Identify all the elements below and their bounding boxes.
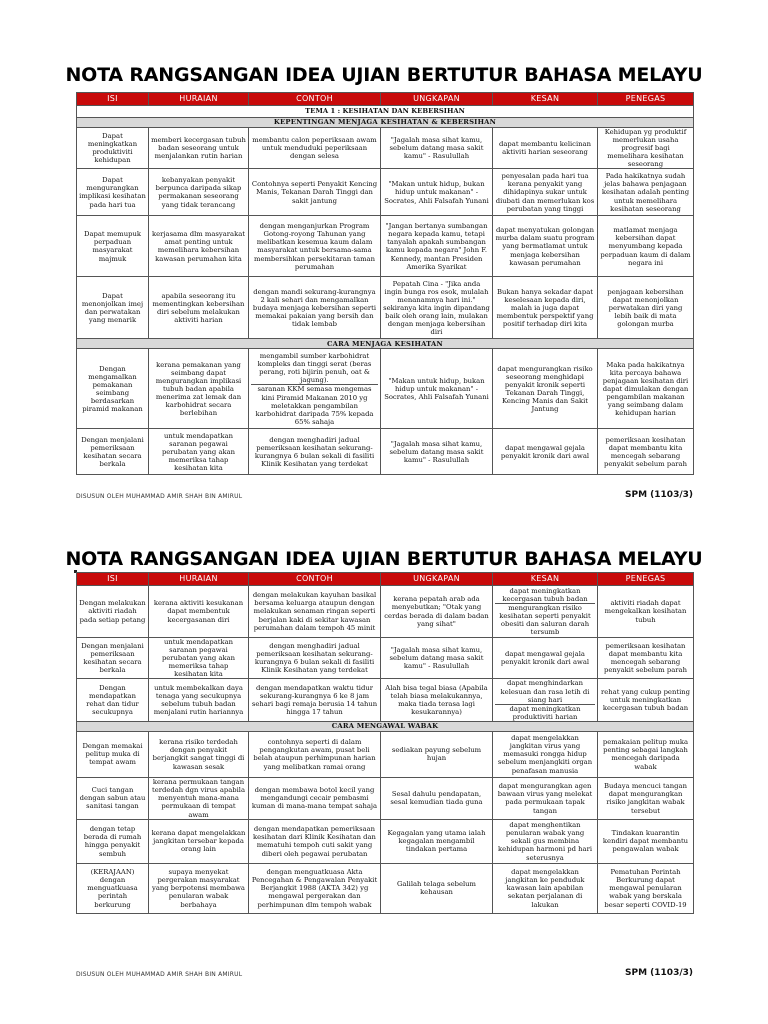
header-penegas: PENEGAS (598, 573, 694, 586)
cell-ungkapan: kerana pepatah arab ada menyebutkan; "Otak yang cerdas berada di dalam badan yang sihat" (381, 586, 493, 638)
cell-penegas: Pematuhan Perintah Berkurung dapat mengawal penularan wabak yang berskala besar seperti COVID-19 (598, 863, 694, 913)
nota-table-1 (76, 92, 694, 475)
page-title: NOTA RANGSANGAN IDEA UJIAN BERTUTUR BAHASA MELAYU (65, 64, 703, 86)
table-header-row (77, 93, 694, 106)
cell-penegas: rehat yang cukup penting untuk meningkatkan kecergasan tubuh badan (598, 679, 694, 721)
cell-kesan: dapat membantu kelicinan aktiviti harian seseorang (493, 128, 598, 169)
cell-ungkapan: "Jagalah masa sihat kamu, sebelum datang masa sakit kamu" - Rasulullah (381, 128, 493, 169)
cell-huraian: untuk mendapatkan saranan pegawai perubatan yang akan memeriksa tahap kesihatan kita (149, 429, 249, 475)
cell-isi: dengan tetap berada di rumah hingga penyakit sembuh (77, 819, 149, 863)
header-ungkapan: UNGKAPAN (381, 93, 493, 106)
table-row (77, 638, 694, 679)
cell-isi: (KERAJAAN) dengan menguatkuasa perintah berkurung (77, 863, 149, 913)
cell-huraian: untuk membekalkan daya tenaga yang secukupnya sebelum tubuh badan menjalani rutin hariannya (149, 679, 249, 721)
cell-contoh: dengan melakukan kayuhan basikal bersama keluarga ataupun dengan melakukan senaman ringan seperti berjalan kaki di sekitar kawasan perumahan dalam tempoh 45 minit (249, 586, 381, 638)
cell-huraian: kerana permukaan tangan terdedah dgn virus apabila menyentuh mana-mana permukaan di tempat awam (149, 777, 249, 819)
header-kesan: KESAN (493, 93, 598, 106)
cell-penegas: penjagaan kebersihan dapat menonjolkan perwatakan diri yang lebih baik di mata golongan murba (598, 277, 694, 339)
document-page-2 (0, 512, 768, 1024)
table-row (77, 349, 694, 429)
cell-kesan: dapat mengawal gejala penyakit kronik dari awal (493, 429, 598, 475)
cell-ungkapan: Pepatah Cina - "Jika anda ingin bunga ros esok, mulalah menanamnya hari ini." sekiranya kita ingin dipandang baik oleh orang lain, mulakan dengan menjaga kebersihan diri (381, 277, 493, 339)
header-contoh: CONTOH (249, 573, 381, 586)
header-contoh: CONTOH (249, 93, 381, 106)
section-heading: KEPENTINGAN MENJAGA KESIHATAN & KEBERSIHAN (77, 118, 694, 128)
cell-penegas: aktiviti riadah dapat mengekalkan kesihatan tubuh (598, 586, 694, 638)
table-row (77, 216, 694, 277)
section-heading: CARA MENGAWAL WABAK (77, 721, 694, 731)
table-row (77, 586, 694, 638)
cell-contoh: dengan mendapatkan waktu tidur sekurang-kurangnya 6 ke 8 jam sehari bagi remaja berusia 14 tahun hingga 17 tahun (249, 679, 381, 721)
header-huraian: HURAIAN (149, 93, 249, 106)
cell-contoh: dengan membawa botol kecil yang mengandungi cecair pembasmi kuman di mana-mana tempat sahaja (249, 777, 381, 819)
cell-penegas: pemakaian pelitup muka penting sebagai langkah mencegah daripada wabak (598, 731, 694, 777)
contoh-part: saranan KKM semasa mengemas kini Piramid Makanan 2010 yg meletakkan pengambilan karbohidrat daripada 75% kepada 65% sahaja (251, 384, 378, 425)
cell-huraian: memberi kecergasan tubuh badan seseorang untuk menjalankan rutin harian (149, 128, 249, 169)
cell-ungkapan: sediakan payung sebelum hujan (381, 731, 493, 777)
cell-contoh (249, 349, 381, 429)
cell-huraian: kerana dapat mengelakkan jangkitan tersebar kepada orang lain (149, 819, 249, 863)
kesan-part: dapat meningkatkan kecergasan tubuh badan (502, 586, 588, 603)
kesan-part: dapat meningkatkan produktiviti harian (495, 704, 595, 721)
cell-isi: Dengan melakukan aktiviti riadah pada setiap petang (77, 586, 149, 638)
cell-kesan: dapat mengelakkan jangkitan virus yang memasuki rongga hidup sebelum menjangkiti organ penafasan manusia (493, 731, 598, 777)
cell-penegas: pemeriksaan kesihatan dapat membantu kita mencegah sebarang penyakit sebelum parah (598, 638, 694, 679)
cell-isi: Dengan mengamalkan pemakanan seimbang berdasarkan piramid makanan (77, 349, 149, 429)
table-row (77, 777, 694, 819)
cell-contoh: Contohnya seperti Penyakit Kencing Manis, Tekanan Darah Tinggi dan sakit jantung (249, 169, 381, 216)
page-title: NOTA RANGSANGAN IDEA UJIAN BERTUTUR BAHASA MELAYU (65, 548, 703, 570)
section-heading: CARA MENJAGA KESIHATAN (77, 339, 694, 349)
cell-ungkapan: "Makan untuk hidup, bukan hidup untuk makanan" - Socrates, Ahli Falsafah Yunani (381, 169, 493, 216)
kesan-part: dapat menghindarkan kelesuan dan rasa letih di siang hari (500, 679, 590, 704)
cell-kesan: dapat menghentikan penularan wabak yang sekali gus membina kehidupan harmoni pd hari seterusnya (493, 819, 598, 863)
cell-huraian: supaya menyekat pergerakan masyarakat yang berpotensi membawa penularan wabak berbahaya (149, 863, 249, 913)
cell-ungkapan: "Makan untuk hidup, bukan hidup untuk makanan" - Socrates, Ahli Falsafah Yunani (381, 349, 493, 429)
cell-ungkapan: Galilah telaga sebelum kehausan (381, 863, 493, 913)
contoh-part: mengambil sumber karbohidrat kompleks dan tinggi serat (beras perang, roti bijirin penuh, oat & jagung). (257, 352, 372, 385)
table-row (77, 128, 694, 169)
cell-huraian: kerjasama dlm masyarakat amat penting untuk memelihara kebersihan kawasan perumahan kita (149, 216, 249, 277)
cell-kesan: dapat mengurangkan risiko seseorang menghidapi penyakit kronik seperti Tekanan Darah Tinggi, Kencing Manis dan Sakit Jantung (493, 349, 598, 429)
cell-isi: Dapat meningkatkan produktiviti kehidupan (77, 128, 149, 169)
cell-huraian: kerana risiko terdedah dengan penyakit berjangkit sangat tinggi di kawasan sesak (149, 731, 249, 777)
cell-huraian: kebanyakan penyakit berpunca daripada sikap permakanan seseorang yang tidak terancang (149, 169, 249, 216)
table-row (77, 731, 694, 777)
cell-isi: Dengan memakai pelitup muka di tempat awam (77, 731, 149, 777)
header-huraian: HURAIAN (149, 573, 249, 586)
footer-author: DISUSUN OLEH MUHAMMAD AMIR SHAH BIN AMIRUL (76, 971, 243, 978)
footer-author: DISUSUN OLEH MUHAMMAD AMIR SHAH BIN AMIRUL (76, 493, 243, 500)
cell-penegas: Tindakan kuarantin kendiri dapat membantu pengawalan wabak (598, 819, 694, 863)
cell-ungkapan: "Jagalah masa sihat kamu, sebelum datang masa sakit kamu" - Rasulullah (381, 638, 493, 679)
cell-penegas: Pada hakikatnya sudah jelas bahawa penjagaan kesihatan adalah penting untuk memelihara kesihatan seseorang (598, 169, 694, 216)
table-row (77, 169, 694, 216)
cell-contoh: dengan menguatkuasa Akta Pencegahan & Pengawalan Penyakit Berjangkit 1988 (AKTA 342) yg mengawal pergerakan dan perhimpunan dlm tempoh wabak (249, 863, 381, 913)
header-isi: ISI (77, 573, 149, 586)
table-header-row (77, 573, 694, 586)
cell-contoh: dengan mandi sekurang-kurangnya 2 kali sehari dan mengamalkan budaya menjaga kebersihan seperti memakai pakaian yang bersih dan tidak lembab (249, 277, 381, 339)
cell-contoh: dengan menghadiri jadual pemeriksaan kesihatan sekurang-kurangnya 6 bulan sekali di fasiliti Klinik Kesihatan yang terdekat (249, 429, 381, 475)
cell-contoh: dengan mendapatkan pemeriksaan kesihatan dari Klinik Kesihatan dan mematuhi tempoh cuti sakit yang diberi oleh pegawai perubatan (249, 819, 381, 863)
cell-isi: Dapat memupuk perpaduan masyarakat majmuk (77, 216, 149, 277)
cell-penegas: Budaya mencuci tangan dapat mengurangkan risiko jangkitan wabak tersebut (598, 777, 694, 819)
cell-contoh: dengan menganjurkan Program Gotong-royong Tahunan yang melibatkan kesemua kaum dalam masyarakat untuk bersama-sama membersihkan persekitaran taman perumahan (249, 216, 381, 277)
cell-kesan: dapat mengurangkan agen bawaan virus yang melekat pada permukaan tapak tangan (493, 777, 598, 819)
header-ungkapan: UNGKAPAN (381, 573, 493, 586)
table-row (77, 863, 694, 913)
cell-kesan: penyesalan pada hari tua kerana penyakit yang dihidapinya sukar untuk diubati dan memerlukan kos perubatan yang tinggi (493, 169, 598, 216)
cell-kesan: dapat mengelakkan jangkitan ke penduduk kawasan lain apabilan sekatan perjalanan di lakukan (493, 863, 598, 913)
table-row (77, 819, 694, 863)
cell-huraian: untuk mendapatkan saranan pegawai perubatan yang akan memeriksa tahap kesihatan kita (149, 638, 249, 679)
cell-huraian: apabila seseorang itu mementingkan kebersihan diri sebelum melakukan aktiviti harian (149, 277, 249, 339)
cell-ungkapan: "Jagalah masa sihat kamu, sebelum datang masa sakit kamu" - Rasulullah (381, 429, 493, 475)
cell-huraian: kerana aktiviti kesukanan dapat membentuk kecergasanan diri (149, 586, 249, 638)
table-row (77, 277, 694, 339)
cell-penegas: Maka pada hakikatnya kita percaya bahawa penjagaan kesihatan diri dapat dimulakan dengan pengambilan makanan yang seimbang dalam kehidupan harian (598, 349, 694, 429)
tema-label: TEMA 1 : KESIHATAN DAN KEBERSIHAN (77, 106, 694, 118)
footer-code: SPM (1103/3) (625, 490, 693, 500)
cell-penegas: matlamat menjaga kebersihan dapat menyumbang kepada perpaduan kaum di dalam negara ini (598, 216, 694, 277)
cell-contoh: membantu calon peperiksaan awam untuk menduduki peperiksaan dengan selesa (249, 128, 381, 169)
nota-table-2 (76, 572, 694, 914)
cell-penegas: Kehidupan yg produktif memerlukan usaha progresif bagi memelihara kesihatan seseorang (598, 128, 694, 169)
cell-isi: Dapat mengurangkan implikasi kesihatan pada hari tua (77, 169, 149, 216)
cell-isi: Dengan menjalani pemeriksaan kesihatan secara berkala (77, 429, 149, 475)
cell-isi: Dengan mendapatkan rehat dan tidur secukupnya (77, 679, 149, 721)
kesan-part: mengurangkan risiko kesihatan seperti penyakit obesiti dan saluran darah tersumb (495, 603, 595, 636)
cell-huraian: kerana pemakanan yang seimbang dapat mengurangkan implikasi tubuh badan apabila menerima zat lemak dan karbohidrat secara berlebihan (149, 349, 249, 429)
cell-kesan (493, 586, 598, 638)
header-isi: ISI (77, 93, 149, 106)
table-row (77, 679, 694, 721)
cell-ungkapan: Sesal dahulu pendapatan, sesal kemudian tiada guna (381, 777, 493, 819)
footer-code: SPM (1103/3) (625, 968, 693, 978)
cell-isi: Cuci tangan dengan sabun atau sanitasi tangan (77, 777, 149, 819)
cell-ungkapan: Kegagalan yang utama ialah kegagalan mengambil tindakan pertama (381, 819, 493, 863)
cell-isi: Dapat menonjolkan imej dan perwatakan yang menarik (77, 277, 149, 339)
cell-kesan (493, 679, 598, 721)
cell-isi: Dengan menjalani pemeriksaan kesihatan secara berkala (77, 638, 149, 679)
cell-contoh: dengan menghadiri jadual pemeriksaan kesihatan sekurang-kurangnya 6 bulan sekali di fasiliti Klinik Kesihatan yang terdekat (249, 638, 381, 679)
cell-kesan: Bukan hanya sekadar dapat keselesaan kepada diri, malah ia juga dapat membentuk perspektif yang positif terhadap diri kita (493, 277, 598, 339)
cell-penegas: pemeriksaan kesihatan dapat membantu kita mencegah sebarang penyakit sebelum parah (598, 429, 694, 475)
cell-kesan: dapat menyatukan golongan murba dalam suatu program yang bermatlamat untuk menjaga kebersihan kawasan perumahan (493, 216, 598, 277)
cell-contoh: contohnya seperti di dalam pengangkutan awam, pusat beli belah ataupun perhimpunan harian yang melibatkan ramai orang (249, 731, 381, 777)
cell-ungkapan: Alah bisa tegal biasa (Apabila telah biasa melakukannya, maka tiada terasa lagi kesukarannya) (381, 679, 493, 721)
header-kesan: KESAN (493, 573, 598, 586)
cell-kesan: dapat mengawal gejala penyakit kronik dari awal (493, 638, 598, 679)
cell-ungkapan: "Jangan bertanya sumbangan negara kepada kamu, tetapi tanyalah apakah sumbangan kamu kepada negara" John F. Kennedy, mantan Presiden Amerika Syarikat (381, 216, 493, 277)
table-row (77, 429, 694, 475)
header-penegas: PENEGAS (598, 93, 694, 106)
